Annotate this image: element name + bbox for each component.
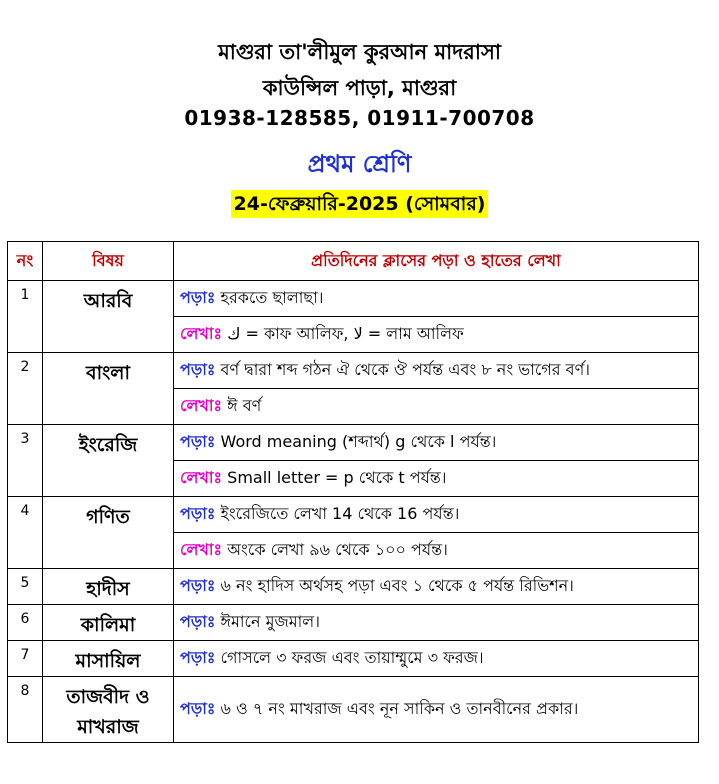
task-text: ইংরেজিতে লেখা 14 থেকে 16 পর্যন্ত।	[215, 504, 460, 523]
header-content: প্রতিদিনের ক্লাসের পড়া ও হাতের লেখা	[174, 242, 699, 281]
task-text: Small letter = p থেকে t পর্যন্ত।	[222, 468, 447, 487]
table-row	[8, 497, 699, 533]
subject-name: হাদীস	[43, 569, 174, 605]
header-no: নং	[8, 242, 43, 281]
write-label: লেখাঃ	[180, 324, 223, 343]
writing-task	[174, 461, 699, 497]
writing-task	[174, 389, 699, 425]
row-number: 5	[8, 569, 43, 605]
institution-address: কাউন্সিল পাড়া, মাগুরা	[262, 76, 457, 100]
table-row	[8, 641, 699, 677]
row-number: 3	[8, 425, 43, 497]
reading-task	[174, 569, 699, 605]
row-number: 6	[8, 605, 43, 641]
table-row	[8, 281, 699, 317]
date-badge: 24-ফেব্রুয়ারি-2025 (সোমবার)	[231, 190, 489, 218]
table-row	[8, 605, 699, 641]
write-label: লেখাঃ	[180, 540, 223, 559]
reading-task	[174, 425, 699, 461]
task-text: ৬ ও ৭ নং মাখরাজ এবং নূন সাকিন ও তানবীনের প্রকার।	[215, 699, 579, 718]
task-text: অংকে লেখা ৯৬ থেকে ১০০ পর্যন্ত।	[222, 540, 448, 559]
table-row	[8, 425, 699, 461]
table-row	[8, 569, 699, 605]
row-number: 1	[8, 281, 43, 353]
header-subject: বিষয়	[43, 242, 174, 281]
task-text: ৬ নং হাদিস অর্থসহ পড়া এবং ১ থেকে ৫ পর্যন্ত রিভিশন।	[215, 576, 574, 595]
task-text: Word meaning (শব্দার্থ) g থেকে l পর্যন্ত।	[215, 432, 497, 451]
table-row	[8, 677, 699, 743]
date-line	[0, 190, 719, 218]
write-label: লেখাঃ	[180, 468, 223, 487]
subject-name: গণিত	[43, 497, 174, 569]
phone-numbers: 01938-128585, 01911-700708	[184, 106, 535, 130]
reading-task	[174, 497, 699, 533]
row-number: 8	[8, 677, 43, 743]
subject-name: কালিমা	[43, 605, 174, 641]
row-number: 2	[8, 353, 43, 425]
read-label: পড়াঃ	[180, 648, 216, 667]
task-text: ك = কাফ আলিফ, لا = লাম আলিফ	[222, 324, 464, 343]
read-label: পড়াঃ	[180, 432, 216, 451]
subject-name: ইংরেজি	[43, 425, 174, 497]
reading-task	[174, 353, 699, 389]
routine-table	[7, 241, 699, 743]
class-title: প্রথম শ্রেণি	[307, 150, 412, 178]
table-row	[8, 353, 699, 389]
read-label: পড়াঃ	[180, 699, 216, 718]
reading-task	[174, 281, 699, 317]
task-text: হরকতে ছালাছা।	[215, 288, 324, 307]
read-label: পড়াঃ	[180, 504, 216, 523]
row-number: 7	[8, 641, 43, 677]
read-label: পড়াঃ	[180, 360, 216, 379]
writing-task	[174, 317, 699, 353]
reading-task	[174, 605, 699, 641]
reading-task	[174, 641, 699, 677]
write-label: লেখাঃ	[180, 396, 223, 415]
read-label: পড়াঃ	[180, 612, 216, 631]
subject-name: তাজবীদ ও মাখরাজ	[43, 677, 174, 743]
read-label: পড়াঃ	[180, 288, 216, 307]
table-body	[8, 281, 699, 743]
task-text: ঈমানে মুজমাল।	[215, 612, 320, 631]
table-header-row	[8, 242, 699, 281]
read-label: পড়াঃ	[180, 576, 216, 595]
writing-task	[174, 533, 699, 569]
subject-name: আরবি	[43, 281, 174, 353]
task-text: গোসলে ৩ ফরজ এবং তায়াম্মুমে ৩ ফরজ।	[215, 648, 484, 667]
institution-name: মাগুরা তা'লীমুল কুরআন মাদরাসা	[218, 40, 501, 64]
task-text: ঈ বর্ণ	[222, 396, 262, 415]
subject-name: মাসায়িল	[43, 641, 174, 677]
task-text: বর্ণ দ্বারা শব্দ গঠন ঐ থেকে ঔ পর্যন্ত এবং ৮ নং ভাগের বর্ণ।	[215, 360, 590, 379]
subject-name: বাংলা	[43, 353, 174, 425]
reading-task	[174, 677, 699, 743]
row-number: 4	[8, 497, 43, 569]
